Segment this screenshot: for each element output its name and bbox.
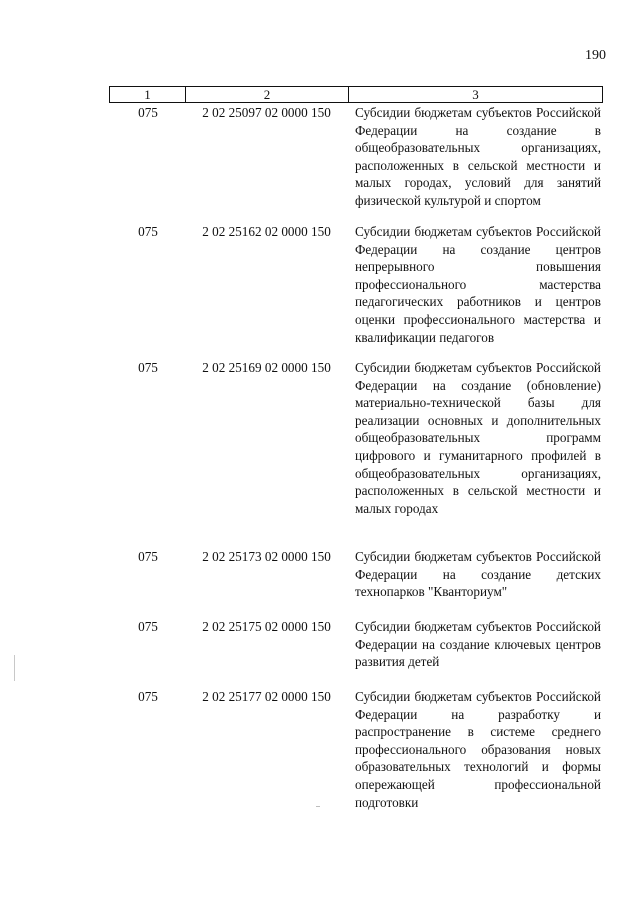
budget-classification-code: 2 02 25162 02 0000 150 xyxy=(202,224,331,239)
table-row xyxy=(109,104,603,210)
table-row xyxy=(109,688,603,811)
admin-code: 075 xyxy=(138,224,158,239)
budget-classification-code: 2 02 25175 02 0000 150 xyxy=(202,619,331,634)
budget-classification-code: 2 02 25173 02 0000 150 xyxy=(202,549,331,564)
admin-code: 075 xyxy=(138,105,158,120)
table-row xyxy=(109,223,603,346)
table-header xyxy=(109,86,603,103)
column-header-3: 3 xyxy=(472,87,479,102)
income-description: Субсидии бюджетам субъектов Российской Федерации на создание центров непрерывного повышения профессионального мастерства педагогических работников и центров оценки профессионального мастерства и квалификации педагогов xyxy=(355,224,601,345)
budget-classification-code: 2 02 25177 02 0000 150 xyxy=(202,689,331,704)
scan-artifact-mark xyxy=(14,655,15,681)
table-row xyxy=(109,618,603,671)
budget-classification-code: 2 02 25097 02 0000 150 xyxy=(202,105,331,120)
table-row xyxy=(109,359,603,517)
admin-code: 075 xyxy=(138,619,158,634)
admin-code: 075 xyxy=(138,360,158,375)
income-description: Субсидии бюджетам субъектов Российской Федерации на создание детских технопарков "Кванториум" xyxy=(355,549,601,600)
admin-code: 075 xyxy=(138,689,158,704)
income-description: Субсидии бюджетам субъектов Российской Федерации на создание в общеобразовательных организациях, расположенных в сельской местности и малых городах, условий для занятий физической культурой и спортом xyxy=(355,105,601,208)
income-description: Субсидии бюджетам субъектов Российской Федерации на создание ключевых центров развития детей xyxy=(355,619,601,670)
income-description: Субсидии бюджетам субъектов Российской Федерации на создание (обновление) материально-технической базы для реализации основных и дополнительных общеобразовательных программ цифрового и гуманитарного профилей в общеобразовательных организациях, расположенных в сельской местности и малых городах xyxy=(355,360,601,516)
admin-code: 075 xyxy=(138,549,158,564)
table-row xyxy=(109,548,603,601)
income-description: Субсидии бюджетам субъектов Российской Федерации на разработку и распространение в системе среднего профессионального образования новых образовательных технологий и формы опережающей профессиональной подготовки xyxy=(355,689,601,810)
scan-artifact-dot xyxy=(316,806,320,807)
column-header-1: 1 xyxy=(110,87,186,102)
page-number: 190 xyxy=(585,48,606,63)
budget-classification-code: 2 02 25169 02 0000 150 xyxy=(202,360,331,375)
column-header-2: 2 xyxy=(186,87,349,102)
